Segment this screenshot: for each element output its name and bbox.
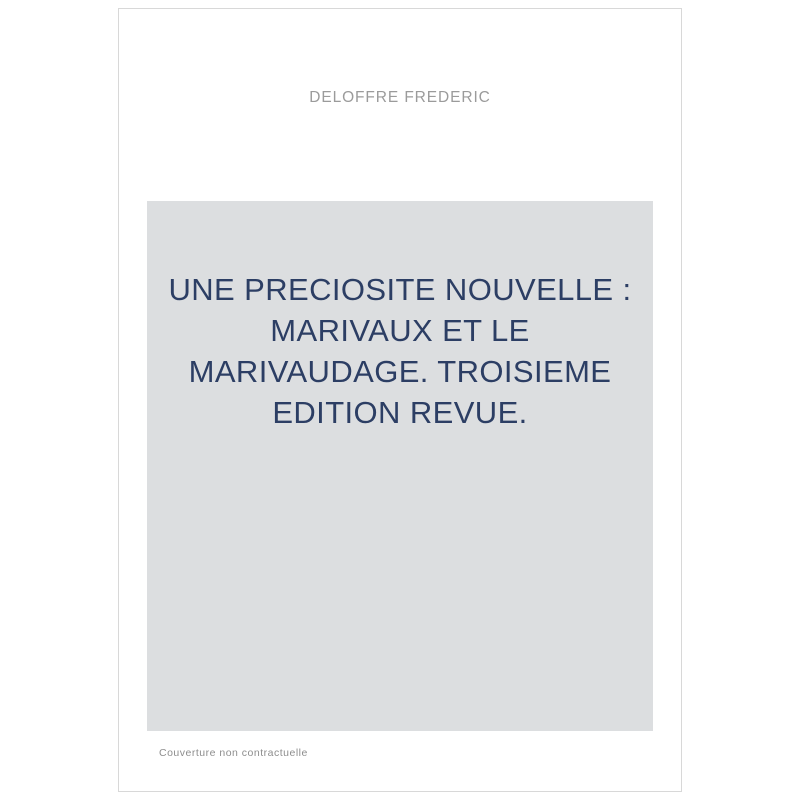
book-cover-sheet bbox=[118, 8, 682, 792]
cover-disclaimer: Couverture non contractuelle bbox=[159, 747, 308, 759]
cover-author: DELOFFRE FREDERIC bbox=[309, 89, 491, 106]
cover-title-panel bbox=[147, 201, 653, 731]
cover-title: UNE PRECIOSITE NOUVELLE : MARIVAUX ET LE MARIVAUDAGE. TROISIEME EDITION REVUE. bbox=[168, 272, 632, 430]
